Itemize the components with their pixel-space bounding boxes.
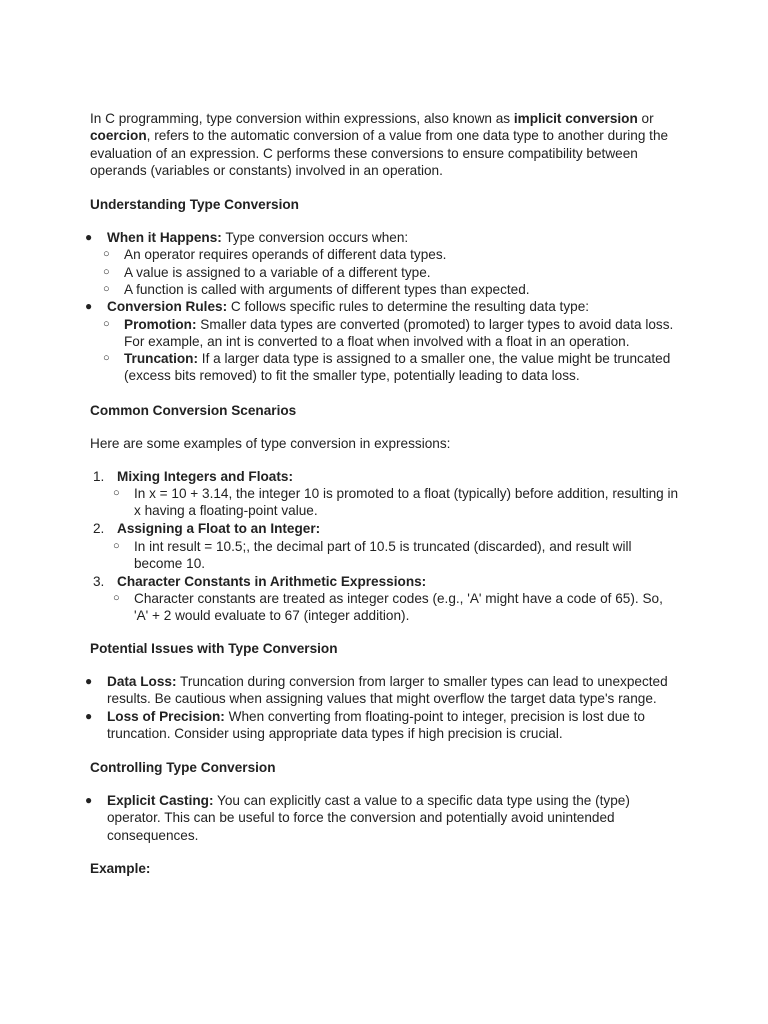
list-item — [85, 708, 679, 743]
list-item — [85, 229, 679, 246]
item-label: Assigning a Float to an Integer: — [117, 521, 321, 536]
section-heading: Common Conversion Scenarios — [90, 403, 297, 418]
section-intro: Here are some examples of type conversion in expressions: — [90, 436, 451, 451]
item-label: Conversion Rules: — [107, 299, 228, 314]
intro-bold-term: implicit conversion — [513, 111, 638, 126]
circle-bullet-icon: ○ — [103, 248, 110, 260]
list-item — [85, 792, 679, 844]
intro-paragraph — [90, 110, 682, 179]
numbered-item — [93, 520, 677, 537]
item-label: Data Loss: — [107, 674, 177, 689]
circle-bullet-icon: ○ — [113, 540, 120, 552]
item-text: Character constants are treated as integer codes (e.g., 'A' might have a code of 65). So, 'A' + 2 would evaluate to 67 (integer addition). — [134, 591, 663, 624]
bullet-icon: ● — [85, 709, 93, 723]
numbered-item — [93, 468, 677, 485]
bullet-icon: ● — [85, 793, 93, 807]
circle-bullet-icon: ○ — [103, 283, 110, 295]
item-text: A value is assigned to a variable of a different type. — [124, 265, 431, 280]
intro-text: In C programming, type conversion within expressions, also known as — [90, 111, 514, 126]
item-text: An operator requires operands of different data types. — [124, 247, 447, 262]
item-text: In x = 10 + 3.14, the integer 10 is promoted to a float (typically) before addition, resulting in x having a floating-point value. — [134, 486, 679, 519]
sub-list-item — [113, 485, 679, 520]
item-text: C follows specific rules to determine the resulting data type: — [227, 299, 590, 314]
section-heading: Potential Issues with Type Conversion — [90, 641, 338, 656]
item-label: Loss of Precision: — [107, 709, 225, 724]
sub-list-item — [113, 538, 679, 573]
sub-list-item — [113, 590, 679, 625]
item-number: 3. — [93, 574, 105, 589]
item-label: Truncation: — [124, 351, 199, 366]
circle-bullet-icon: ○ — [113, 592, 120, 604]
numbered-item — [93, 573, 677, 590]
item-text: When converting from floating-point to integer, precision is lost due to truncation. Consider using appropriate data types if high precision is crucial. — [107, 709, 645, 742]
circle-bullet-icon: ○ — [103, 266, 110, 278]
item-label: Mixing Integers and Floats: — [117, 469, 293, 484]
circle-bullet-icon: ○ — [113, 487, 120, 499]
example-heading: Example: — [90, 861, 151, 876]
item-text: Truncation during conversion from larger to smaller types can lead to unexpected results. Be cautious when assigning values that might overflow the target data type's range. — [107, 674, 668, 707]
section-heading: Controlling Type Conversion — [90, 760, 276, 775]
intro-bold-term: coercion — [90, 128, 147, 144]
sub-list-item — [103, 281, 680, 298]
item-label: Character Constants in Arithmetic Expressions: — [117, 574, 427, 589]
item-text: Smaller data types are converted (promoted) to larger types to avoid data loss. For example, an int is converted to a float when involved with a float in an operation. — [124, 317, 674, 350]
item-text: Type conversion occurs when: — [221, 230, 409, 245]
bullet-icon: ● — [85, 674, 93, 688]
item-number: 2. — [93, 521, 105, 536]
item-text: You can explicitly cast a value to a specific data type using the (type) operator. This can be useful to force the conversion and potentially avoid unintended consequences. — [107, 793, 630, 843]
sub-list-item — [103, 350, 680, 385]
circle-bullet-icon: ○ — [103, 318, 110, 330]
bullet-icon: ● — [85, 299, 93, 313]
intro-text: , refers to the automatic conversion of a value from one data type to another during the evaluation of an expression. C performs these conversions to ensure compatibility between operands (variables or constants) involved in an operation. — [90, 128, 669, 178]
section-heading: Understanding Type Conversion — [90, 197, 299, 212]
bullet-icon: ● — [85, 230, 93, 244]
list-item — [85, 298, 679, 315]
item-label: Explicit Casting: — [107, 793, 214, 808]
sub-list-item — [103, 316, 680, 351]
list-item — [85, 673, 679, 708]
intro-text: or — [637, 111, 654, 126]
circle-bullet-icon: ○ — [103, 352, 110, 364]
sub-list-item — [103, 264, 680, 281]
item-text: If a larger data type is assigned to a smaller one, the value might be truncated (excess bits removed) to fit the smaller type, potentially leading to data loss. — [124, 351, 671, 384]
item-text: In int result = 10.5;, the decimal part of 10.5 is truncated (discarded), and result will become 10. — [134, 539, 632, 572]
item-label: Promotion: — [124, 317, 197, 332]
item-text: A function is called with arguments of different types than expected. — [124, 282, 530, 297]
item-label: When it Happens: — [107, 230, 222, 245]
item-number: 1. — [93, 469, 105, 484]
sub-list-item — [103, 246, 680, 263]
